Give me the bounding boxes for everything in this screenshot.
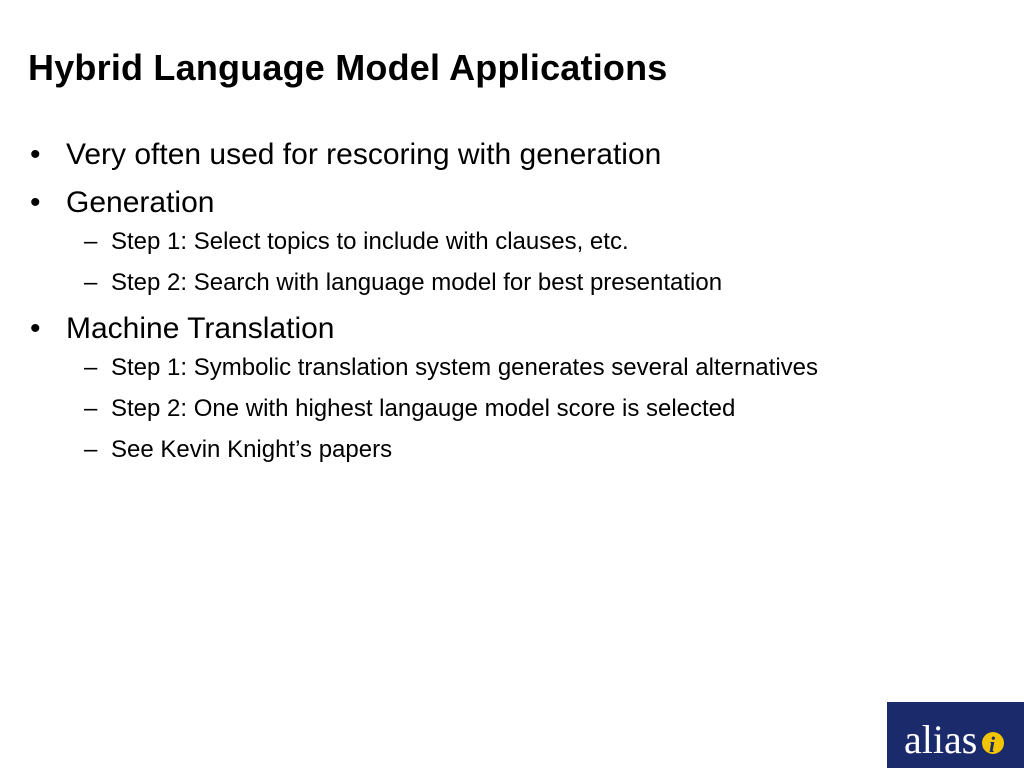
sub-bullet-item bbox=[28, 225, 928, 258]
bullet-text: Very often used for rescoring with generation bbox=[66, 138, 662, 171]
bullet-item bbox=[28, 137, 928, 173]
logo-graphic bbox=[887, 702, 1024, 768]
sub-bullet-text: Step 2: One with highest langauge model score is selected bbox=[111, 395, 736, 422]
sub-bullet-list bbox=[28, 225, 928, 299]
dash-marker: – bbox=[84, 269, 98, 296]
logo-digit: i bbox=[989, 732, 996, 757]
sub-bullet-text: Step 2: Search with language model for best presentation bbox=[111, 269, 723, 296]
bullet-item bbox=[28, 185, 928, 221]
sub-bullet-text: Step 1: Select topics to include with clauses, etc. bbox=[111, 228, 629, 255]
sub-bullet-item bbox=[28, 351, 928, 384]
bullet-marker: • bbox=[30, 186, 41, 219]
sub-bullet-item bbox=[28, 266, 928, 299]
sub-bullet-item bbox=[28, 392, 928, 425]
bullet-text: Generation bbox=[66, 186, 215, 219]
slide-body bbox=[28, 137, 928, 478]
bullet-text: Machine Translation bbox=[66, 312, 335, 345]
bullet-marker: • bbox=[30, 312, 41, 345]
bullet-marker: • bbox=[30, 138, 41, 171]
dash-marker: – bbox=[84, 354, 98, 381]
alias-i-logo bbox=[887, 702, 1024, 768]
dash-marker: – bbox=[84, 395, 98, 422]
dash-marker: – bbox=[84, 436, 98, 463]
bullet-item bbox=[28, 311, 928, 347]
sub-bullet-item bbox=[28, 433, 928, 466]
sub-bullet-text: See Kevin Knight’s papers bbox=[111, 436, 393, 463]
dash-marker: – bbox=[84, 228, 98, 255]
sub-bullet-list bbox=[28, 351, 928, 466]
slide-title: Hybrid Language Model Applications bbox=[28, 47, 668, 88]
logo-text: alias bbox=[904, 717, 978, 762]
sub-bullet-text: Step 1: Symbolic translation system generates several alternatives bbox=[111, 354, 819, 381]
